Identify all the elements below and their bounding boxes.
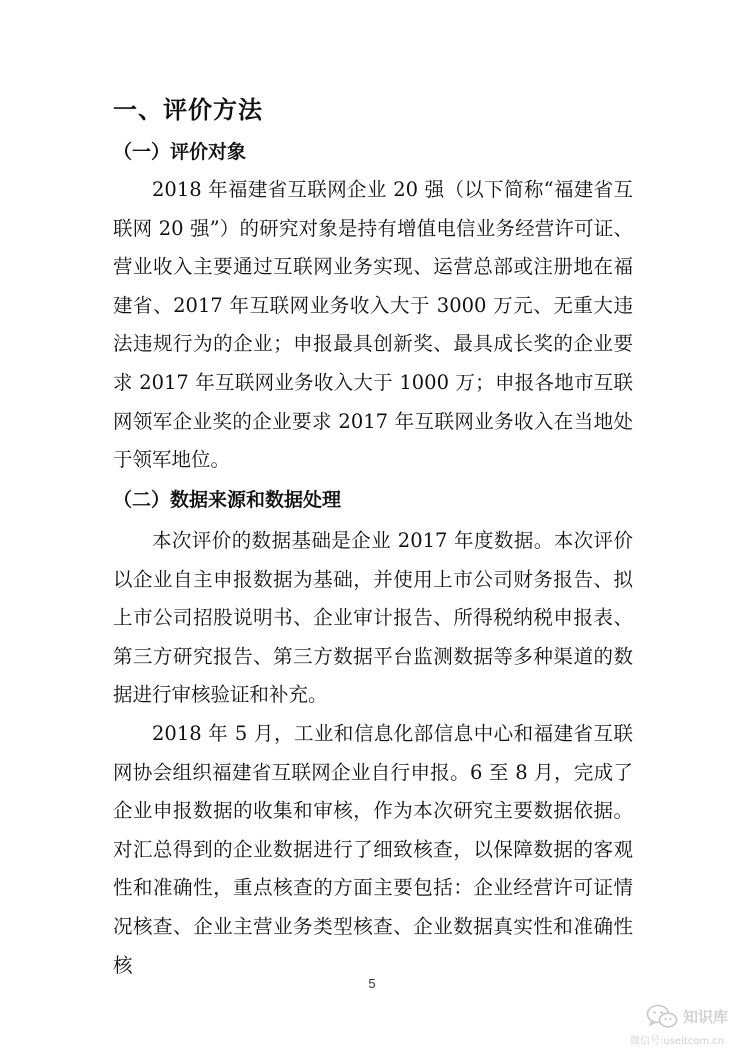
watermark-title: 知识库 xyxy=(683,1008,729,1026)
paragraph-data-basis: 本次评价的数据基础是企业 2017 年度数据。本次评价以企业自主申报数据为基础，并使用上市公司财务报告、拟上市公司招股说明书、企业审计报告、所得税纳税申报表、第三方研究报告、第三方数据平台监测数据等多种渠道的数据进行审核验证和补充。 xyxy=(113,529,633,707)
section-title: 一、评价方法 xyxy=(113,96,263,124)
page-number: 5 xyxy=(368,976,376,991)
paragraph-data-collection: 2018 年 5 月，工业和信息化部信息中心和福建省互联网协会组织福建省互联网企业自行申报。6 至 8 月，完成了企业申报数据的收集和审核，作为本次研究主要数据依据。对汇总得到的企业数据进行了细致核查，以保障数据的客观性和准确性，重点核查的方面主要包括：企业经营许可证情况核查、企业主营业务类型核查、企业数据真实性和准确性核 xyxy=(113,722,633,977)
wechat-icon xyxy=(646,1004,678,1030)
subsection-title-evaluation-object: （一）评价对象 xyxy=(113,141,247,163)
paragraph-evaluation-object: 2018 年福建省互联网企业 20 强（以下简称“福建省互联网 20 强”）的研究对象是持有增值电信业务经营许可证、营业收入主要通过互联网业务实现、运营总部或注册地在福建省、2017 年互联网业务收入大于 3000 万元、无重大违法违规行为的企业；申报最具创新奖、最具成长奖的企业要求 2017 年互联网业务收入大于 1000 万；申报各地市互联网领军企业奖的企业要求 2017 年互联网业务收入在当地处于领军地位。 xyxy=(113,178,633,472)
subsection-title-data-source: （二）数据来源和数据处理 xyxy=(113,489,342,511)
watermark xyxy=(628,1004,740,1048)
watermark-subtitle: 微信号:useitcom.cn xyxy=(630,1036,725,1047)
